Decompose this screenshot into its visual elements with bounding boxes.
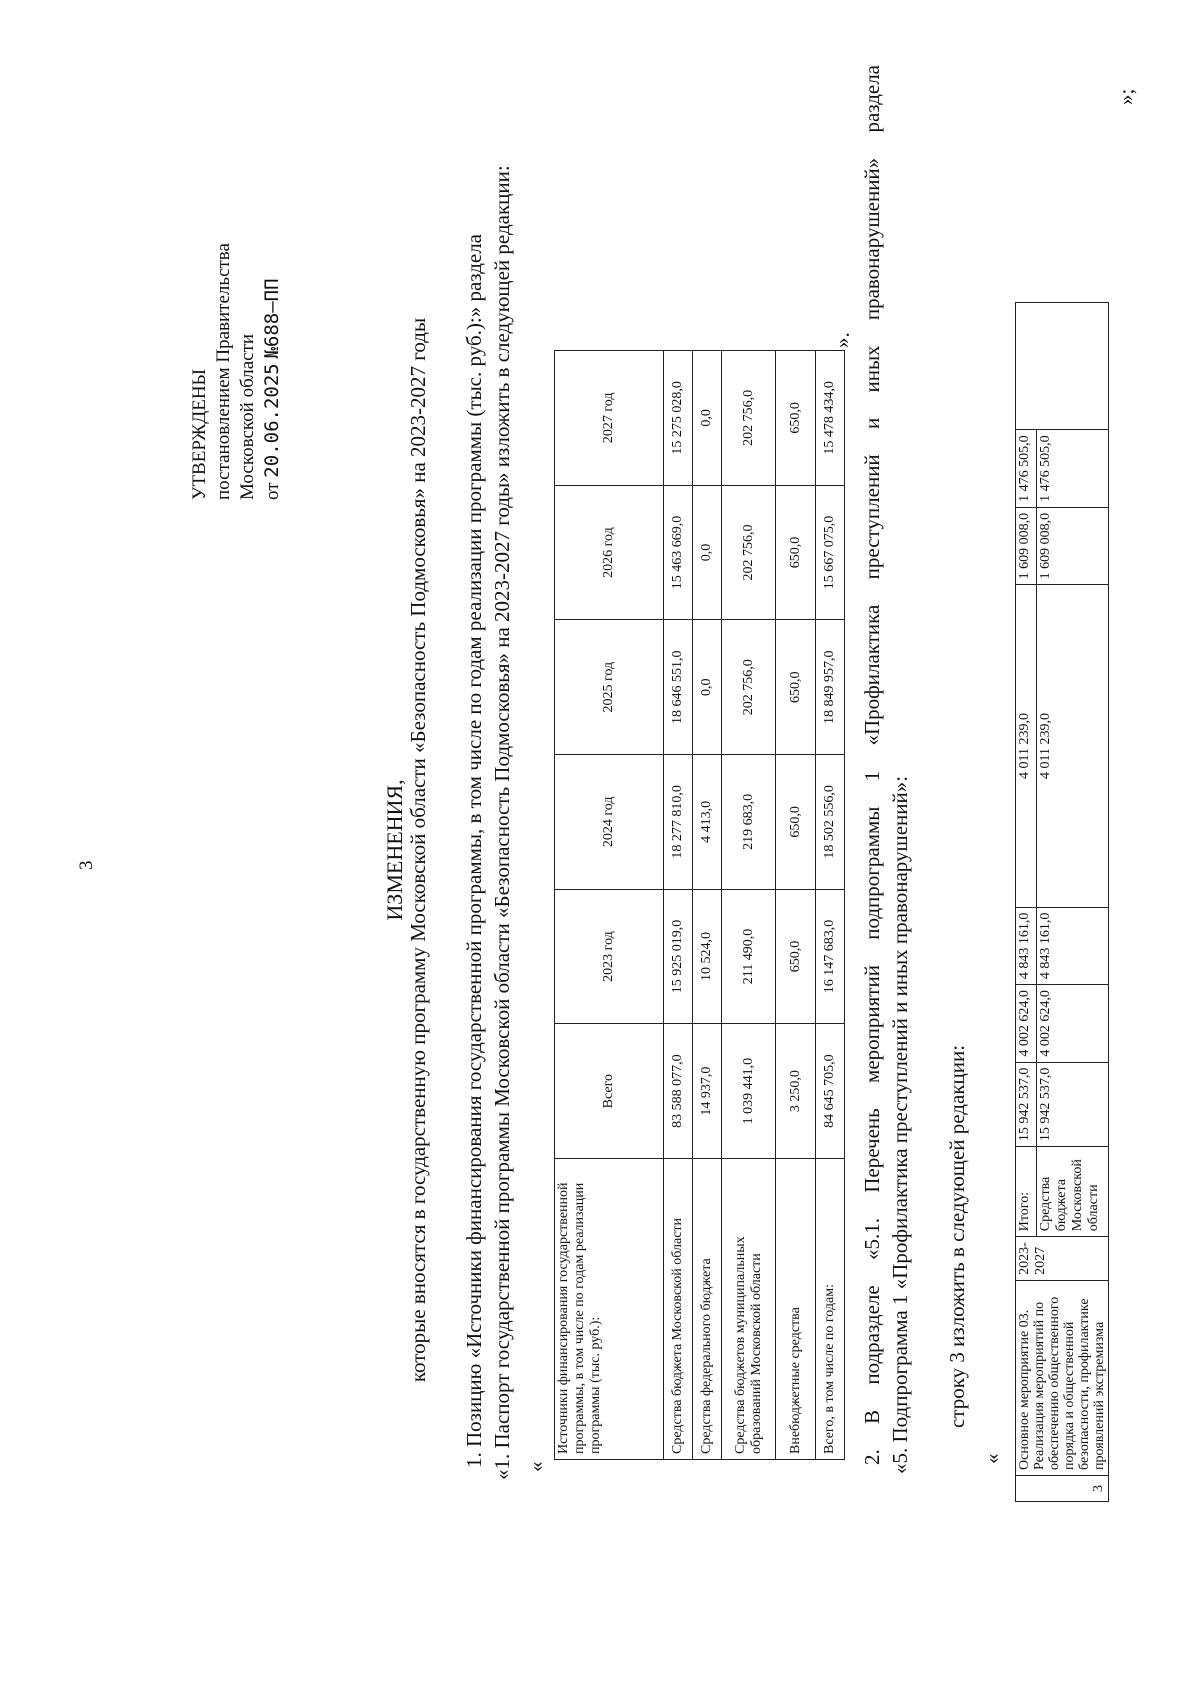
approval-date-prefix: от — [262, 482, 283, 500]
cell-2025: 18 646 551,0 — [664, 620, 693, 755]
cell-total: 14 937,0 — [693, 1024, 722, 1159]
row-label: Всего, в том числе по годам: — [816, 1159, 845, 1460]
approval-block — [188, 243, 285, 500]
header-2026: 2026 год — [555, 485, 664, 620]
value-cell: 1 476 505,0 — [1036, 430, 1108, 508]
approval-line-1: постановлением Правительства — [213, 243, 234, 500]
measure-description: Основное мероприятие 03. Реализация мероприятий по обеспечению общественного порядка и общественной безопасности, профилактике проявлений экстремизма — [1016, 1280, 1109, 1475]
cell-2024: 18 277 810,0 — [664, 755, 693, 890]
source-label: Итого: — [1016, 1147, 1037, 1237]
cell-total: 3 250,0 — [776, 1024, 816, 1159]
cell-total: 1 039 441,0 — [722, 1024, 776, 1159]
source-label: Средства бюджета Московской области — [1036, 1147, 1108, 1237]
document-title: ИЗМЕНЕНИЯ, — [382, 779, 407, 921]
cell-total: 83 588 077,0 — [664, 1024, 693, 1159]
measure-years: 2023-2027 — [1016, 1237, 1109, 1281]
cell-2026: 15 463 669,0 — [664, 485, 693, 620]
cell-2026: 650,0 — [776, 485, 816, 620]
table-row — [664, 351, 693, 1460]
item1-open-quote: « — [524, 1461, 548, 1472]
value-cell: 4 843 161,0 — [1016, 907, 1037, 985]
item1-line2: «1. Паспорт государственной программы Московской области «Безопасность Подмосковья» на 2023-2027 годы» изложить в следующей редакции: — [490, 165, 514, 1480]
approval-title: УТВЕРЖДЕНЫ — [189, 368, 210, 500]
financing-table-header — [555, 351, 664, 1460]
cell-2026: 0,0 — [693, 485, 722, 620]
cell-total: 84 645 705,0 — [816, 1024, 845, 1159]
row-label: Средства федерального бюджета — [693, 1159, 722, 1460]
cell-2027: 0,0 — [693, 351, 722, 486]
header-source: Источники финансирования государственной программы, в том числе по годам реализации программы (тыс. руб.): — [555, 1159, 664, 1460]
table-row — [693, 351, 722, 1460]
value-cell: 4 011 239,0 — [1016, 585, 1037, 907]
value-cell: 15 942 537,0 — [1036, 1062, 1108, 1147]
cell-2024: 18 502 556,0 — [816, 755, 845, 890]
value-cell: 15 942 537,0 — [1016, 1062, 1037, 1147]
cell-2024: 4 413,0 — [693, 755, 722, 890]
cell-2027: 15 478 434,0 — [816, 351, 845, 486]
cell-2023: 650,0 — [776, 889, 816, 1024]
table-row — [722, 351, 776, 1460]
item2-open-quote: « — [980, 1453, 1004, 1464]
value-cell: 1 476 505,0 — [1016, 430, 1037, 508]
page-number: 3 — [76, 860, 97, 870]
item1-close-quote: ». — [830, 332, 854, 348]
item2-line3: строку 3 изложить в следующей редакции: — [945, 1044, 969, 1428]
cell-2024: 219 683,0 — [722, 755, 776, 890]
approval-line-3 — [260, 243, 285, 500]
item1-line1: 1. Позицию «Источники финансирования государственной программы, в том числе по годам реализации программы (тыс. руб.):» раздела — [462, 234, 486, 1468]
cell-2027: 15 275 028,0 — [664, 351, 693, 486]
item2-line2: «5. Подпрограмма 1 «Профилактика преступлений и иных правонарушений»: — [888, 775, 912, 1474]
row-label: Внебюджетные средства — [776, 1159, 816, 1460]
value-cell: 1 609 008,0 — [1016, 507, 1037, 585]
row-label: Средства бюджетов муниципальных образований Московской области — [722, 1159, 776, 1460]
cell-2027: 202 756,0 — [722, 351, 776, 486]
cell-2023: 211 490,0 — [722, 889, 776, 1024]
value-cell: 4 002 624,0 — [1016, 985, 1037, 1063]
header-2025: 2025 год — [555, 620, 664, 755]
empty-cell — [1016, 303, 1109, 430]
item2-line1: 2. В подразделе «5.1. Перечень мероприятий подпрограммы 1 «Профилактика преступлений и иных правонарушений» раздела — [860, 65, 884, 1465]
cell-2023: 10 524,0 — [693, 889, 722, 1024]
table-row-total — [816, 351, 845, 1460]
value-cell: 4 843 161,0 — [1036, 907, 1108, 985]
cell-2024: 650,0 — [776, 755, 816, 890]
cell-2025: 0,0 — [693, 620, 722, 755]
table-row — [1016, 303, 1037, 1502]
value-cell: 4 011 239,0 — [1036, 585, 1108, 907]
approval-date: 20.06.2025 — [261, 363, 283, 478]
approval-number: №688–ПП — [261, 278, 283, 359]
cell-2026: 15 667 075,0 — [816, 485, 845, 620]
header-2023: 2023 год — [555, 889, 664, 1024]
approval-line-2: Московской области — [237, 333, 258, 500]
financing-table — [554, 350, 845, 1460]
cell-2025: 650,0 — [776, 620, 816, 755]
row-label: Средства бюджета Московской области — [664, 1159, 693, 1460]
table-row — [776, 351, 816, 1460]
cell-2023: 16 147 683,0 — [816, 889, 845, 1024]
measures-table — [1015, 302, 1109, 1502]
header-2024: 2024 год — [555, 755, 664, 890]
cell-2027: 650,0 — [776, 351, 816, 486]
rotated-sheet — [30, 50, 1170, 1650]
document-subtitle: которые вносятся в государственную программу Московской области «Безопасность Подмосковья» на 2023-2027 годы — [406, 317, 430, 1383]
value-cell: 4 002 624,0 — [1036, 985, 1108, 1063]
cell-2026: 202 756,0 — [722, 485, 776, 620]
row-index: 3 — [1016, 1475, 1109, 1501]
header-total: Всего — [555, 1024, 664, 1159]
header-2027: 2027 год — [555, 351, 664, 486]
item2-close-quote: »; — [1114, 88, 1138, 105]
value-cell: 1 609 008,0 — [1036, 507, 1108, 585]
cell-2025: 202 756,0 — [722, 620, 776, 755]
cell-2025: 18 849 957,0 — [816, 620, 845, 755]
cell-2023: 15 925 019,0 — [664, 889, 693, 1024]
